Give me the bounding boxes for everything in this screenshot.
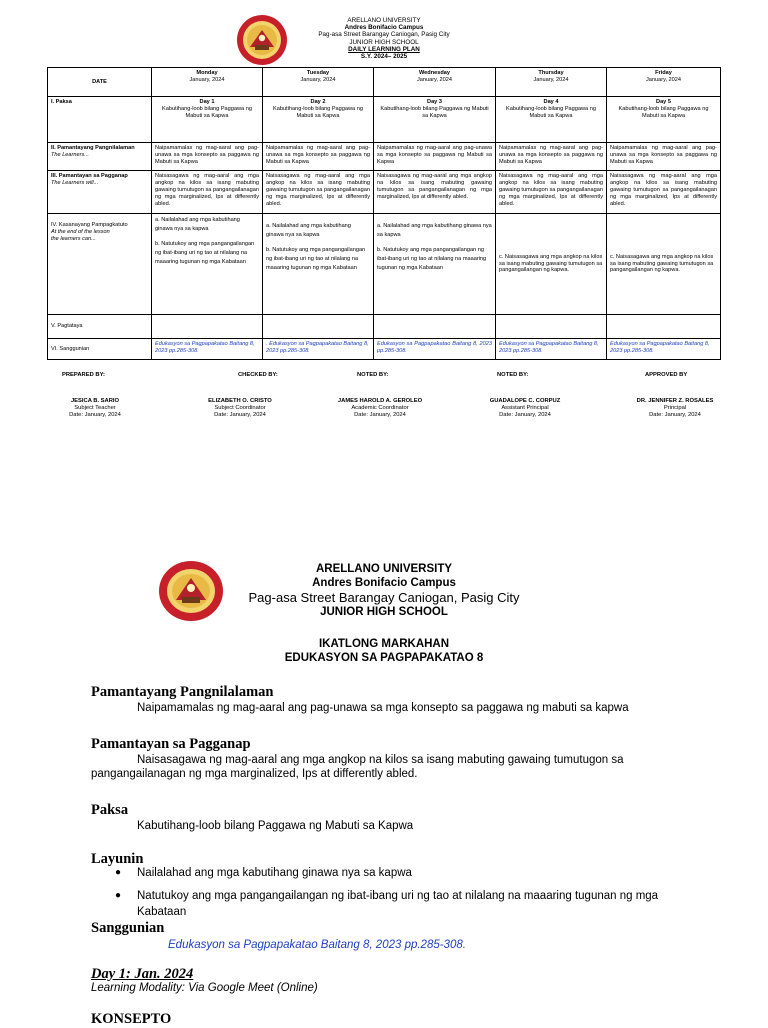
table-row-pagtataya — [48, 315, 721, 339]
page2-header — [230, 562, 538, 619]
plan-title: DAILY LEARNING PLAN — [348, 45, 420, 53]
day-heading: Day 1: Jan. 2024 — [91, 966, 194, 982]
section-heading-paksa: Paksa — [91, 802, 129, 818]
paksa-cell: Day 3 Kabutihang-loob bilang Paggawa ng Mabuti sa Kapwa — [374, 97, 496, 143]
signatory-block: GUADALOPE C. CORPUZ Assistant Principal Date: January, 2024 — [489, 398, 561, 418]
school-level: JUNIOR HIGH SCHOOL — [320, 606, 448, 618]
sanggunian-text: Edukasyon sa Pagpapakatao Baitang 8, 2023 pp.285-308. — [168, 939, 466, 951]
table-row-pamantayang-pangnilalaman — [48, 143, 721, 171]
day-header-friday: Friday January, 2024 — [607, 68, 721, 97]
paksa-cell: Day 5 Kabutihang-loob bilang Paggawa ng Mabuti sa Kapwa — [607, 97, 721, 143]
school-address: Pag-asa Street Barangay Caniogan, Pasig City — [248, 590, 520, 605]
signatory-role: NOTED BY: — [497, 372, 529, 378]
school-address: Pag-asa Street Barangay Caniogan, Pasig City — [318, 31, 450, 39]
daily-learning-plan-table — [47, 67, 721, 360]
table-row-paksa — [48, 97, 721, 143]
section-heading-konsepto: KONSEPTO — [91, 1011, 172, 1027]
bullet-icon: ● — [115, 867, 122, 878]
paksa-cell: Day 4 Kabutihang-loob bilang Paggawa ng Mabuti sa Kapwa — [496, 97, 607, 143]
kp-cell: c. Naisasagawa ang mga angkop na kilos sa isang mabuting gawaing tumutugon sa pangangailangan ng kapwa. — [607, 214, 721, 315]
pagtataya-cell — [496, 315, 607, 339]
pp-cell: Naipamamalas ng mag-aaral ang pag-unawa sa mga konsepto sa paggawa ng Mabuti sa Kapwa — [374, 143, 496, 171]
pagtataya-cell — [607, 315, 721, 339]
pp-text: Naipamamalas ng mag-aaral ang pag-unawa sa mga konsepto sa paggawa ng mabuti sa kapwa — [137, 702, 629, 714]
sanggunian-cell: . Edukasyon sa Pagpapakatao Baitang 8, 2023 pp.285-308. — [263, 339, 374, 360]
psp-cell: Naisasagawa ng mag-aaral ang mga angkop na kilos sa isang mabuting gawaing tumutugon sa pangangailanagan ng mga marginalized, Ips at differently abled. — [263, 171, 374, 214]
psp-cell: Naisasagawa ng mag-aaral ang mga angkop na kilos sa isang mabuting gawaing tumutugon sa pangangailanagan ng mga marginalized, Ips at differently abled. — [152, 171, 263, 214]
section-heading-pp: Pamantayang Pangnilalaman — [91, 684, 274, 700]
university-name: ARELLANO UNIVERSITY — [315, 563, 453, 575]
table-row-kasanayang-pampagkatuto — [48, 214, 721, 315]
school-seal-logo — [158, 560, 224, 622]
table-row-pamantayan-sa-pagganap — [48, 171, 721, 214]
sanggunian-cell: Edukasyon sa Pagpapakatao Baitang 8, 2023 pp.285-308. — [607, 339, 721, 360]
campus-name: Andres Bonifacio Campus — [312, 577, 456, 589]
psp-text-line2: pangangailanagan ng mga marginalized, Ips at differently abled. — [91, 768, 418, 780]
kp-cell: a. Nailalahad ang mga kabutihang ginawa nya sa kapwa b. Natutukoy ang mga pangangailangan ng ibat-ibang uri ng tao at nilalang na maaaring tugunan ng mga Kabataan — [374, 214, 496, 315]
school-year: S.Y. 2024– 2025 — [360, 53, 408, 61]
sanggunian-label: VI. Sanggunian — [48, 339, 152, 360]
sanggunian-cell: Edukasyon sa Pagpapakatao Baitang 8, 2023 pp.285-308. — [374, 339, 496, 360]
paksa-text: Kabutihang-loob bilang Paggawa ng Mabuti sa Kapwa — [137, 820, 414, 832]
quarter-title: IKATLONG MARKAHAN — [318, 638, 450, 650]
bullet-icon: ● — [115, 890, 122, 901]
table-row-sanggunian — [48, 339, 721, 360]
school-level: JUNIOR HIGH SCHOOL — [349, 38, 419, 46]
signatory-block: JESICA B. SARIO Subject Teacher Date: January, 2024 — [69, 398, 121, 418]
day-header-monday: Monday January, 2024 — [152, 68, 263, 97]
signatory-block: JAMES HAROLD A. GEROLEO Academic Coordinator Date: January, 2024 — [337, 398, 423, 418]
day-header-tuesday: Tuesday January, 2024 — [263, 68, 374, 97]
section-heading-layunin: Layunin — [91, 851, 144, 867]
sanggunian-cell: Edukasyon sa Pagpapakatao Baitang 8, 2023 pp.285-308. — [152, 339, 263, 360]
day-header-wednesday: Wednesday January, 2024 — [374, 68, 496, 97]
paksa-label: I. Paksa — [48, 97, 152, 143]
paksa-cell: Day 1 Kabutihang-loob bilang Paggawa ng Mabuti sa Kapwa — [152, 97, 263, 143]
psp-label-cell: III. Pamantayan sa Pagganap The Learners will... — [48, 171, 152, 214]
pp-cell: Naipamamalas ng mag-aaral ang pag-unawa sa mga konsepto sa paggawa ng Mabuti sa Kapwa — [496, 143, 607, 171]
psp-cell: Naisasagawa ng mag-aaral ang mga angkop na kilos sa isang mabuting gawaing tumutugon sa pangangailanagan ng mga marginalized, Ips at differently abled. — [374, 171, 496, 214]
pagtataya-cell — [263, 315, 374, 339]
campus-name: Andres Bonifacio Campus — [344, 24, 424, 32]
learning-modality: Learning Modality: Via Google Meet (Online) — [91, 982, 318, 994]
psp-cell: Naisasagawa ng mag-aaral ang mga angkop na kilos sa isang mabuting gawaing tumutugon sa pangangailanagan ng mga marginalized, Ips at differently abled. — [607, 171, 721, 214]
signatory-role: NOTED BY: — [357, 372, 389, 378]
kp-label-cell: IV. Kasanayang Pampagkatuto At the end of the lesson the learners can... — [48, 214, 152, 315]
paksa-cell: Day 2 Kabutihang-loob bilang Paggawa ng Mabuti sa Kapwa — [263, 97, 374, 143]
pagtataya-label: V. Pagtataya — [48, 315, 152, 339]
pagtataya-cell — [152, 315, 263, 339]
pp-label-cell: II. Pamantayang Pangnilalaman The Learners... — [48, 143, 152, 171]
signatory-block: DR. JENNIFER Z. ROSALES Principal Date: January, 2024 — [636, 398, 714, 418]
day-header-thursday: Thursday January, 2024 — [496, 68, 607, 97]
kp-cell: c. Naisasagawa ang mga angkop na kilos sa isang mabuting gawaing tumutugon sa pangangailangan ng kapwa. — [496, 214, 607, 315]
kp-cell: a. Nailalahad ang mga kabutihang ginawa nya sa kapwa b. Natutukoy ang mga pangangailangan ng ibat-ibang uri ng tao at nilalang na maaaring tugunan ng mga Kabataan — [152, 214, 263, 315]
layunin-item-2-line2: Kabataan — [137, 906, 187, 918]
signatory-role: CHECKED BY: — [238, 372, 278, 378]
section-heading-psp: Pamantayan sa Pagganap — [91, 736, 251, 752]
date-label: DATE — [48, 68, 152, 97]
kp-cell: a. Nailalahad ang mga kabutihang ginawa nya sa kapwa b. Natutukoy ang mga pangangailangan ng ibat-ibang uri ng tao at nilalang na maaaring tugunan ng mga Kabataan — [263, 214, 374, 315]
signatory-role: PREPARED BY: — [62, 372, 105, 378]
page2-subject-header — [230, 637, 538, 665]
signatory-role: APPROVED BY — [645, 372, 688, 378]
table-row-date — [48, 68, 721, 97]
pagtataya-cell — [374, 315, 496, 339]
pp-cell: Naipamamalas ng mag-aaral ang pag-unawa sa mga konsepto sa paggawa ng Mabuti sa Kapwa — [607, 143, 721, 171]
sanggunian-cell: Edukasyon sa Pagpapakatao Baitang 8, 2023 pp.285-308. — [496, 339, 607, 360]
layunin-item-2-line1: Natutukoy ang mga pangangailangan ng ibat-ibang uri ng tao at nilalang na maaaring tugunan ng mga — [137, 890, 659, 902]
layunin-item-1: Nailalahad ang mga kabutihang ginawa nya sa kapwa — [137, 867, 412, 879]
subject-title: EDUKASYON SA PAGPAPAKATAO 8 — [284, 652, 484, 664]
page1-header — [280, 17, 488, 60]
pp-cell: Naipamamalas ng mag-aaral ang pag-unawa sa mga konsepto sa paggawa ng Mabuti sa Kapwa — [263, 143, 374, 171]
signatory-block: ELIZABETH O. CRISTO Subject Coordinator Date: January, 2024 — [208, 398, 272, 418]
psp-cell: Naisasagawa ng mag-aaral ang mga angkop na kilos sa isang mabuting gawaing tumutugon sa pangangailanagan ng mga marginalized, Ips at differently abled. — [496, 171, 607, 214]
psp-text-line1: Naisasagawa ng mag-aaral ang mga angkop na kilos sa isang mabuting gawaing tumutugon sa — [137, 754, 624, 766]
university-name: ARELLANO UNIVERSITY — [347, 17, 421, 24]
pp-cell: Naipamamalas ng mag-aaral ang pag-unawa sa mga konsepto sa paggawa ng Mabuti sa Kapwa — [152, 143, 263, 171]
section-heading-sanggunian: Sanggunian — [91, 920, 165, 936]
